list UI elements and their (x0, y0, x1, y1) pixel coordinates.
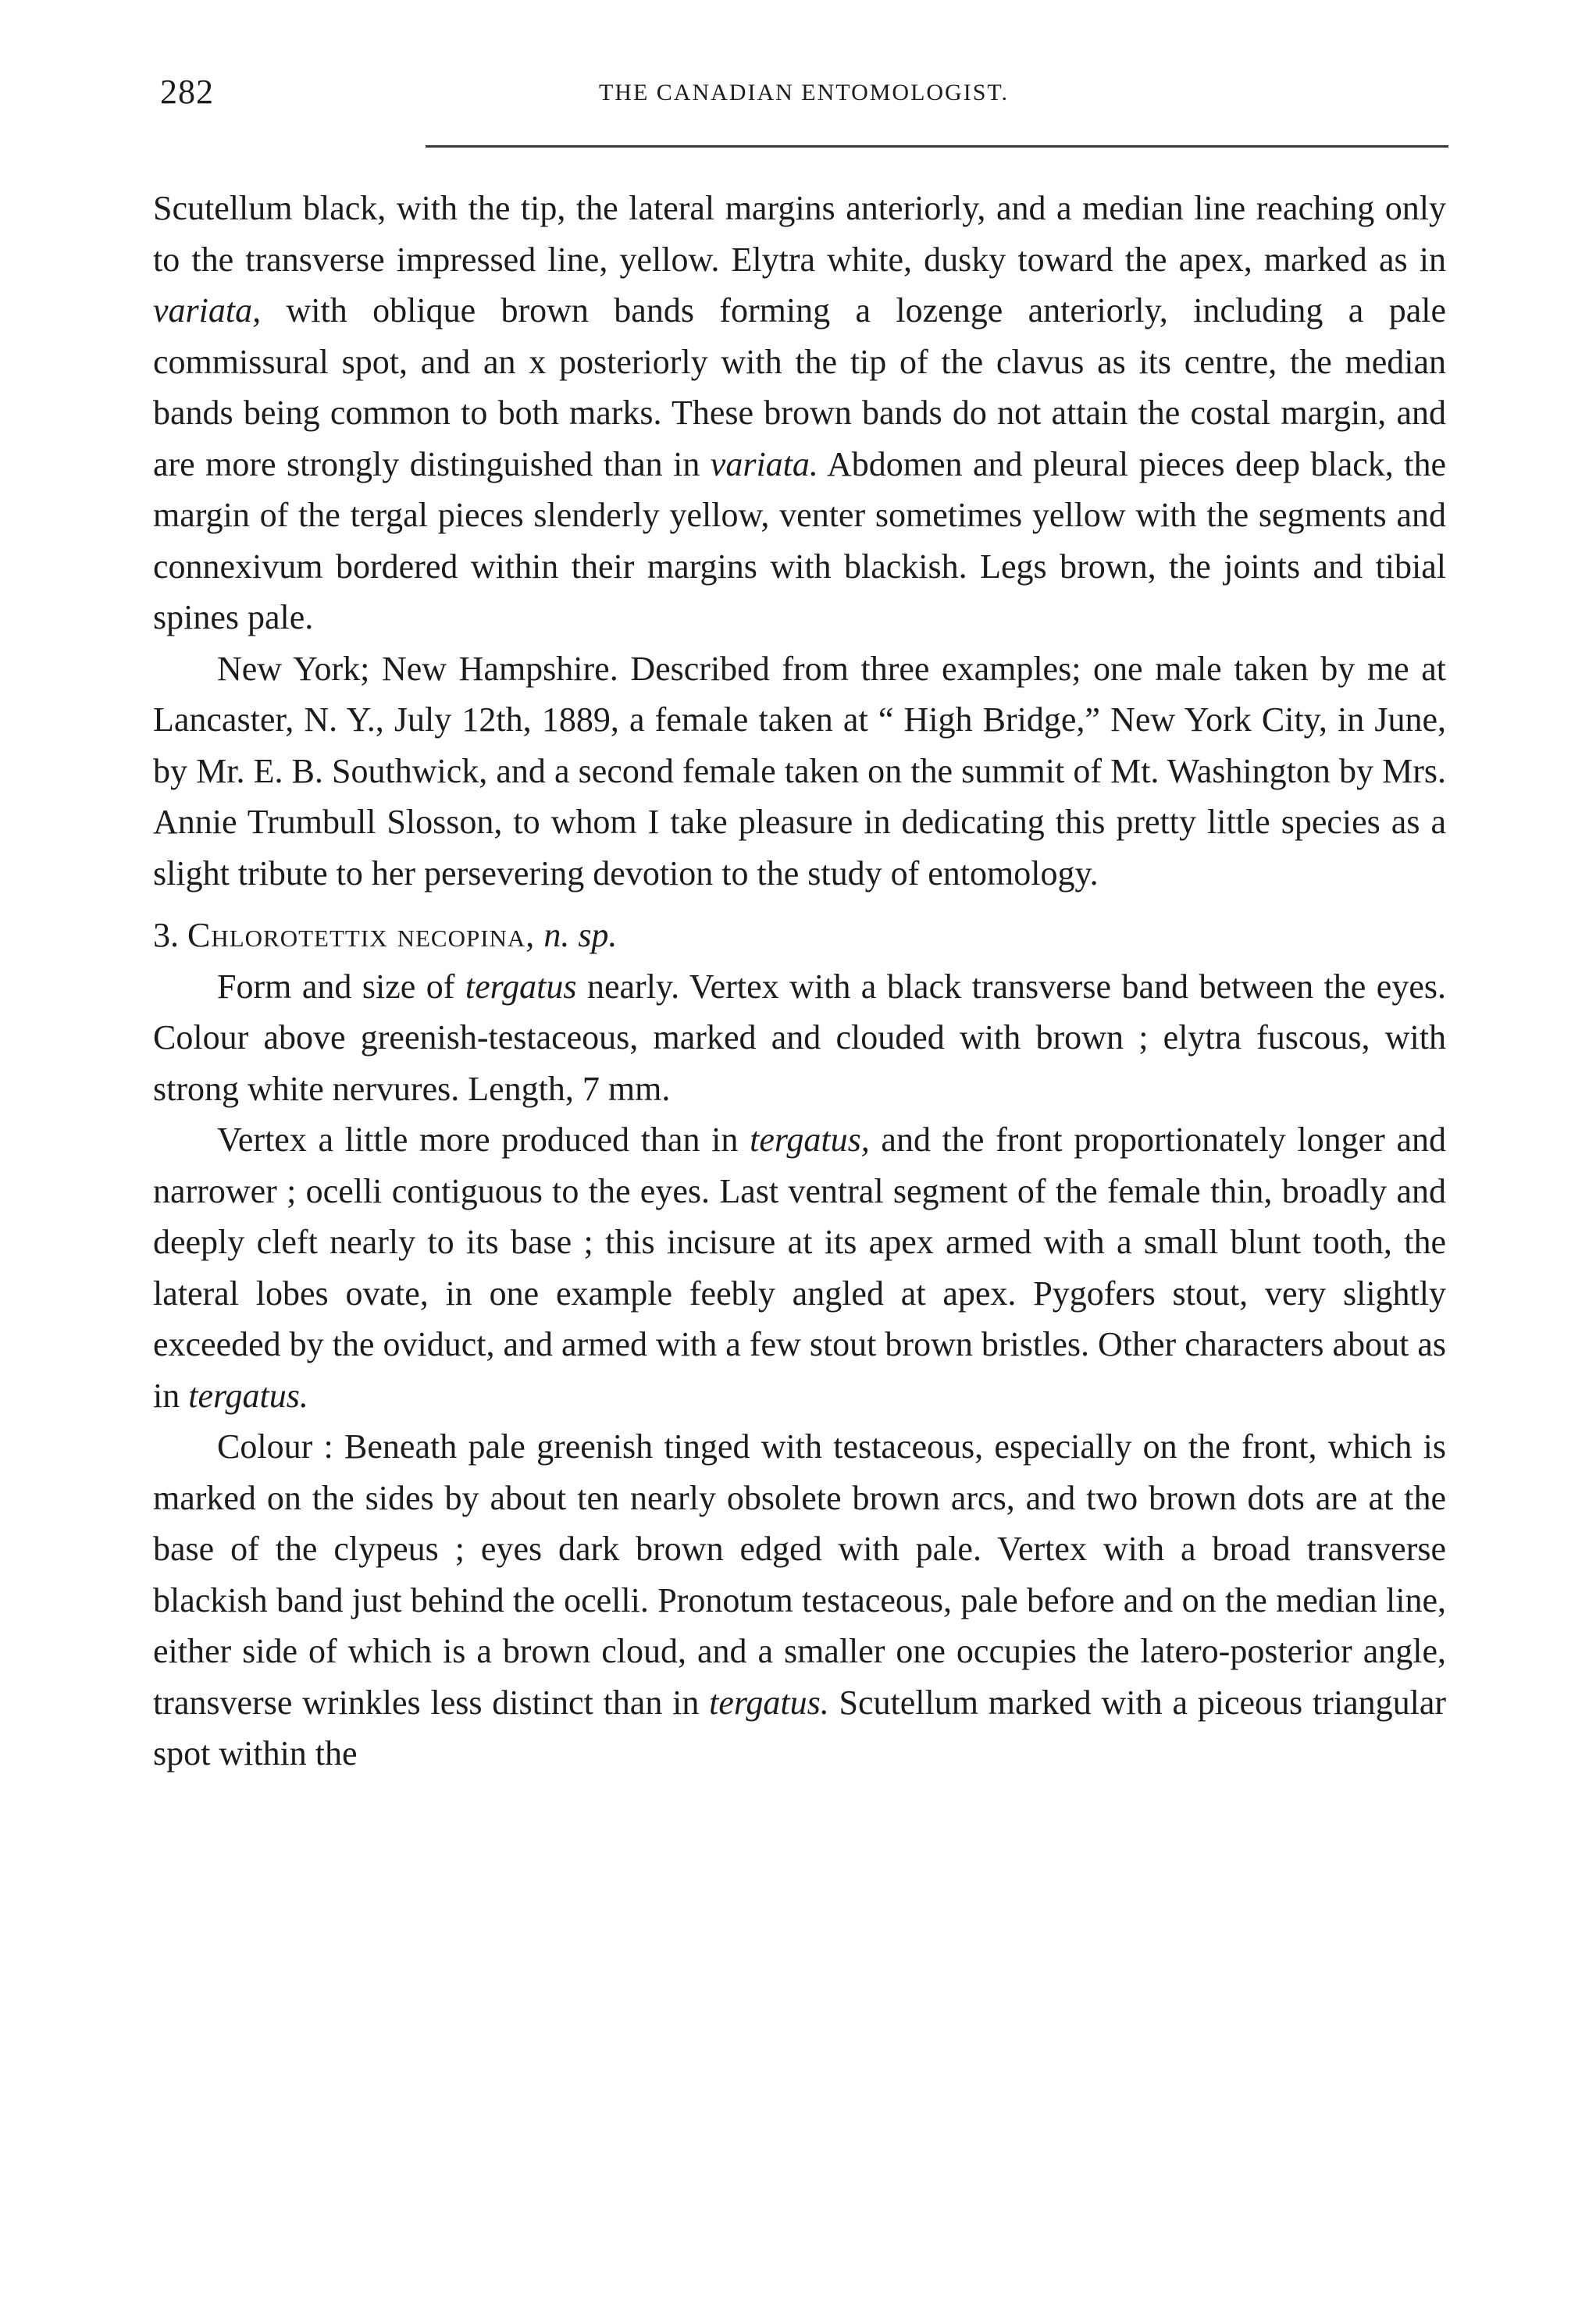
text-run: New York; New Hampshire. Described from three examples; one male taken by me at Lancaster, N. Y., July 12th, 1889, a female taken at “ High Bridge,” New York City, in June, by Mr. E. B. Southwick, and a second female taken on the summit of Mt. Washington by Mrs. Annie Trumbull Slosson, to whom I take pleasure in dedicating this pretty little species as a slight tribute to her persevering devotion to the study of entomology. (153, 649, 1446, 893)
italic-species-name: variata, (153, 291, 262, 330)
italic-species-name: tergatus. (188, 1376, 308, 1415)
text-run: and the front proportionately longer and narrower ; ocelli contiguous to the eyes. Last ventral segment of the female thin, broadly and deeply cleft nearly to its base ; this incisure at its apex armed with a small blunt tooth, the lateral lobes ovate, in one example feebly angled at apex. Pygofers stout, very slightly exceeded by the oviduct, and armed with a few stout brown bristles. Other characters about as in (153, 1121, 1446, 1415)
text-run: Form and size of (217, 967, 465, 1006)
page-number: 282 (160, 73, 214, 111)
species-name: Chlorotettix necopina, (187, 916, 536, 954)
italic-species-name: tergatus (465, 967, 577, 1006)
text-run: Abdomen and pleural pieces deep black, the margin of the tergal pieces slenderly yellow, venter sometimes yellow with the segments and connexivum bordered within their margins with blackish. Legs brown, the joints and tibial spines pale. (153, 444, 1446, 636)
species-suffix: n. sp. (543, 916, 618, 954)
paragraph-1 (153, 183, 1446, 643)
species-number: 3. (153, 916, 179, 954)
text-run: Scutellum marked with a piceous triangular spot within the (153, 1683, 1447, 1773)
body-text (153, 183, 1446, 1780)
paragraph-3 (153, 961, 1446, 1115)
running-head: THE CANADIAN ENTOMOLOGIST. (598, 80, 1009, 105)
header-rule (426, 145, 1448, 148)
species-heading (153, 910, 1446, 961)
paragraph-5 (153, 1421, 1446, 1780)
paragraph-4 (153, 1114, 1446, 1421)
text-run: Scutellum black, with the tip, the lateral margins anteriorly, and a median line reaching only to the transverse impressed line, yellow. Elytra white, dusky toward the apex, marked as in (153, 189, 1446, 279)
text-run: nearly. Vertex with a black transverse band between the eyes. Colour above greenish-testaceous, marked and clouded with brown ; elytra fuscous, with strong white nervures. Length, 7 mm. (153, 967, 1446, 1108)
page-header (160, 72, 1448, 119)
text-run: Vertex a little more produced than in (217, 1121, 750, 1159)
paragraph-2 (153, 643, 1446, 900)
italic-species-name: tergatus, (750, 1121, 870, 1159)
italic-species-name: tergatus. (709, 1683, 829, 1722)
text-run: with oblique brown bands forming a lozenge anteriorly, including a pale commissural spot, and an x posteriorly with the tip of the clavus as its centre, the median bands being common to both marks. These brown bands do not attain the costal margin, and are more strongly distinguished than in (153, 291, 1446, 483)
italic-species-name: variata. (710, 444, 818, 483)
text-run: Colour : Beneath pale greenish tinged with testaceous, especially on the front, which is marked on the sides by about ten nearly obsolete brown arcs, and two brown dots are at the base of the clypeus ; eyes dark brown edged with pale. Vertex with a broad transverse blackish band just behind the ocelli. Pronotum testaceous, pale before and on the median line, either side of which is a brown cloud, and a smaller one occupies the latero-posterior angle, transverse wrinkles less distinct than in (153, 1427, 1446, 1722)
